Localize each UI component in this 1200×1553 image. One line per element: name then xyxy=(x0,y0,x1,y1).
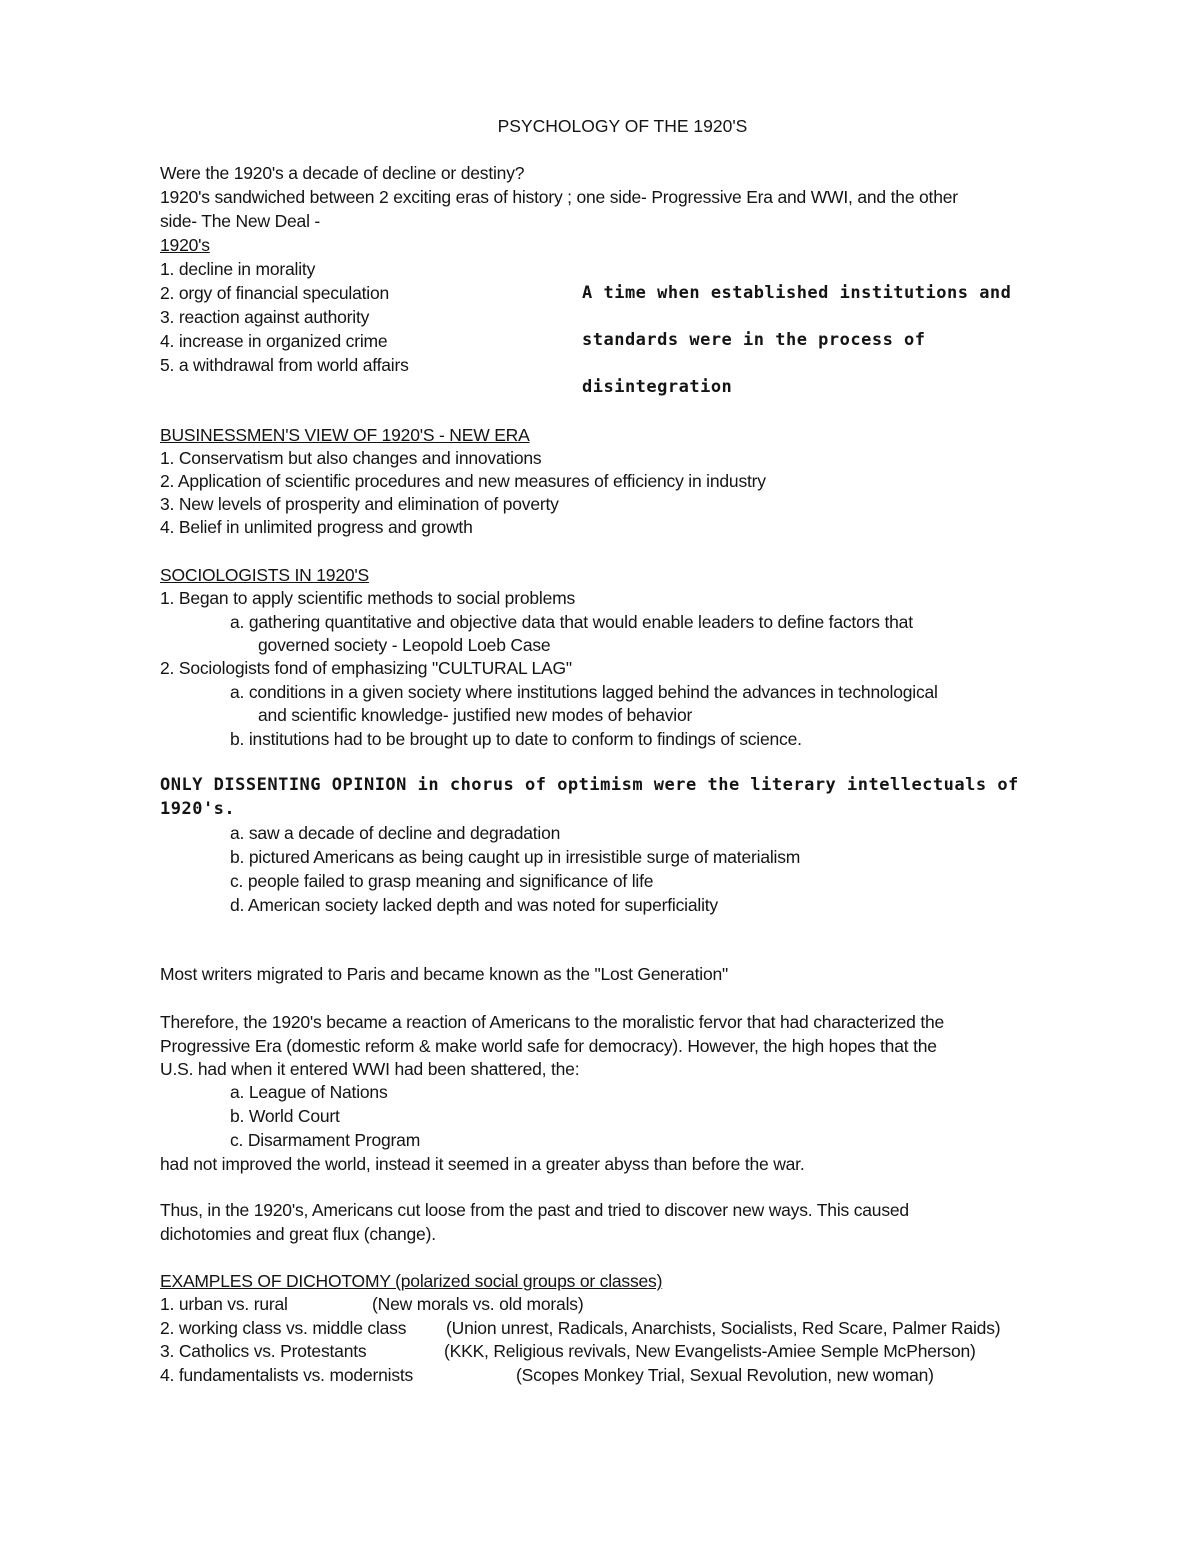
list-item: 2. Application of scientific procedures and new measures of efficiency in industry xyxy=(160,471,766,491)
paragraph-line: Therefore, the 1920's became a reaction of Americans to the moralistic fervor that had characterized the xyxy=(160,1012,945,1032)
paragraph-line: U.S. had when it entered WWI had been shattered, the: xyxy=(160,1059,580,1079)
sub-item: b. institutions had to be brought up to date to conform to findings of science. xyxy=(230,729,802,749)
dichotomy-pair: 2. working class vs. middle class xyxy=(160,1318,407,1338)
sub-item: a. League of Nations xyxy=(230,1082,388,1102)
dichotomy-row xyxy=(160,1340,976,1362)
sub-item: d. American society lacked depth and was noted for superficiality xyxy=(230,895,718,915)
dissent-heading: ONLY DISSENTING OPINION in chorus of optimism were the literary intellectuals of xyxy=(160,775,1019,795)
sub-item: b. pictured Americans as being caught up in irresistible surge of materialism xyxy=(230,847,801,867)
list-item: 1. Conservatism but also changes and innovations xyxy=(160,448,542,468)
callout-line: disintegration xyxy=(582,377,733,397)
section-heading-dichotomy: EXAMPLES OF DICHOTOMY (polarized social groups or classes) xyxy=(160,1271,663,1291)
sub-item-continued: governed society - Leopold Loeb Case xyxy=(258,635,551,655)
dissent-heading-continued: 1920's. xyxy=(160,799,236,819)
dichotomy-note: (Union unrest, Radicals, Anarchists, Socialists, Red Scare, Palmer Raids) xyxy=(446,1318,1001,1338)
list-item: 4. increase in organized crime xyxy=(160,331,388,351)
paragraph-line: dichotomies and great flux (change). xyxy=(160,1224,436,1244)
section-heading-sociologists: SOCIOLOGISTS IN 1920'S xyxy=(160,565,370,585)
dichotomy-pair: 1. urban vs. rural xyxy=(160,1294,288,1314)
dichotomy-note: (New morals vs. old morals) xyxy=(372,1294,584,1314)
dichotomy-note: (KKK, Religious revivals, New Evangelists-Amiee Semple McPherson) xyxy=(444,1341,976,1361)
list-item: 3. reaction against authority xyxy=(160,307,370,327)
list-item: 5. a withdrawal from world affairs xyxy=(160,355,409,375)
sub-item: c. people failed to grasp meaning and significance of life xyxy=(230,871,654,891)
sub-item: b. World Court xyxy=(230,1106,340,1126)
callout-line: standards were in the process of xyxy=(582,330,926,350)
dichotomy-note: (Scopes Monkey Trial, Sexual Revolution, new woman) xyxy=(516,1365,934,1385)
dichotomy-pair: 4. fundamentalists vs. modernists xyxy=(160,1365,414,1385)
list-item: 1. Began to apply scientific methods to social problems xyxy=(160,588,576,608)
sub-item-continued: and scientific knowledge- justified new modes of behavior xyxy=(258,705,693,725)
sub-item: a. conditions in a given society where institutions lagged behind the advances in technological xyxy=(230,682,938,702)
lost-generation-text: Most writers migrated to Paris and became known as the "Lost Generation" xyxy=(160,964,729,984)
dichotomy-row xyxy=(160,1293,584,1315)
sub-item: a. saw a decade of decline and degradation xyxy=(230,823,561,843)
dichotomy-row xyxy=(160,1364,934,1386)
paragraph-line: Progressive Era (domestic reform & make world safe for democracy). However, the high hopes that the xyxy=(160,1036,937,1056)
section-heading-businessmen: BUSINESSMEN'S VIEW OF 1920'S - NEW ERA xyxy=(160,425,530,445)
callout-line: A time when established institutions and xyxy=(582,283,1012,303)
intro-line-2: side- The New Deal - xyxy=(160,211,321,231)
intro-line-1: 1920's sandwiched between 2 exciting eras of history ; one side- Progressive Era and WWI, and the other xyxy=(160,187,958,207)
sub-item: a. gathering quantitative and objective data that would enable leaders to define factors that xyxy=(230,612,913,632)
list-item: 2. Sociologists fond of emphasizing "CULTURAL LAG" xyxy=(160,658,572,678)
list-item: 2. orgy of financial speculation xyxy=(160,283,390,303)
sub-item: c. Disarmament Program xyxy=(230,1130,421,1150)
paragraph-line: Thus, in the 1920's, Americans cut loose from the past and tried to discover new ways. This caused xyxy=(160,1200,909,1220)
dichotomy-row xyxy=(160,1317,1001,1339)
intro-question: Were the 1920's a decade of decline or destiny? xyxy=(160,163,525,183)
dichotomy-pair: 3. Catholics vs. Protestants xyxy=(160,1341,367,1361)
list-item: 4. Belief in unlimited progress and growth xyxy=(160,517,473,537)
paragraph-line: had not improved the world, instead it seemed in a greater abyss than before the war. xyxy=(160,1154,805,1174)
list-item: 1. decline in morality xyxy=(160,259,316,279)
page-title: PSYCHOLOGY OF THE 1920'S xyxy=(497,116,748,136)
list-item: 3. New levels of prosperity and elimination of poverty xyxy=(160,494,559,514)
section-heading-1920s: 1920's xyxy=(160,235,210,255)
